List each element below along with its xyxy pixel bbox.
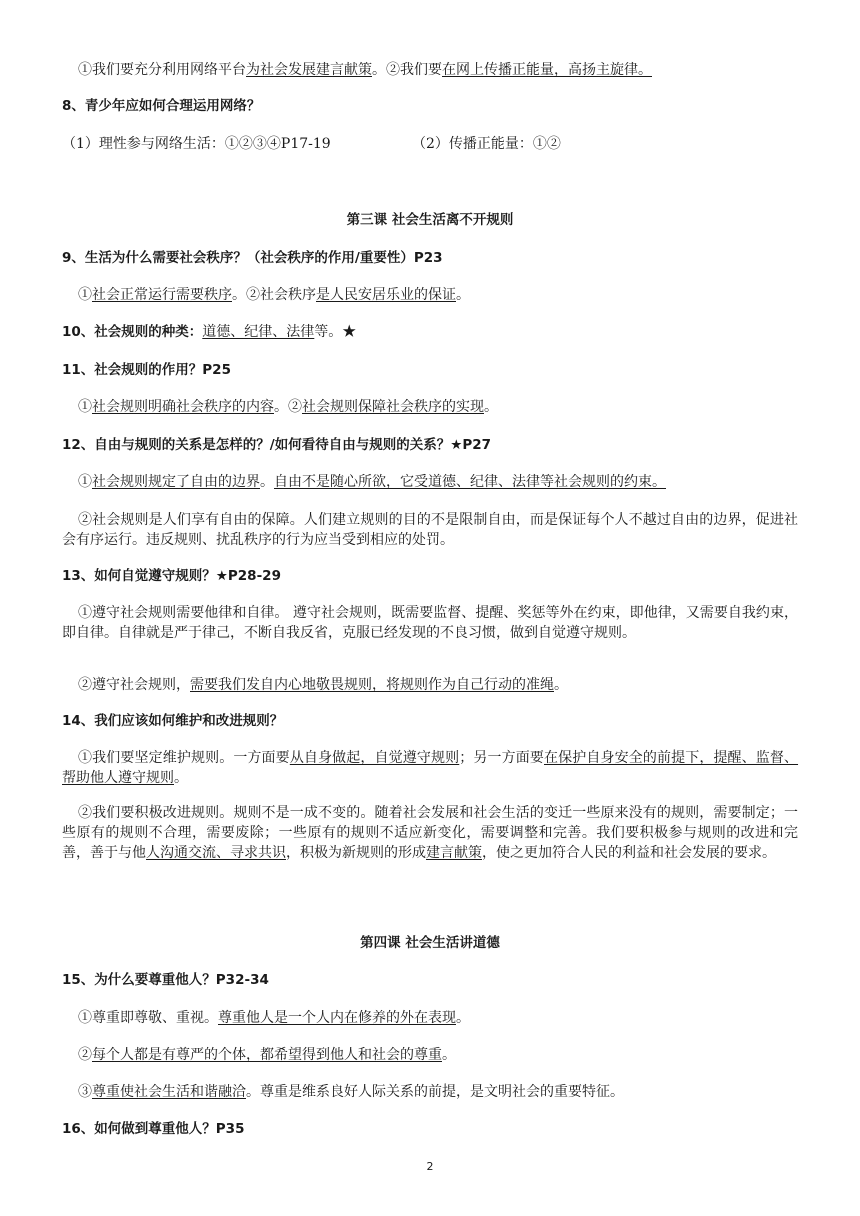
underlined-text: 尊重使社会生活和谐融洽 [92, 1084, 246, 1100]
answer-13-2 [62, 675, 798, 696]
lesson-title: 第三课 社会生活离不开规则 [346, 212, 514, 228]
answer-8-part1: （1）理性参与网络生活：①②③④P17-19 [62, 136, 331, 152]
text: ；另一方面要 [459, 750, 544, 766]
question-16: 16、如何做到尊重他人？P35 [62, 1121, 245, 1137]
text: ①尊重即尊敬、重视。 [78, 1010, 218, 1026]
underlined-text: 自由不是随心所欲，它受道德、纪律、法律等社会规则的约束。 [274, 474, 666, 490]
underlined-text: 需要我们发自内心地敬畏规则，将规则作为自己行动的准绳 [190, 677, 554, 693]
underlined-text: 每个人都是有尊严的个体，都希望得到他人和社会的尊重 [92, 1047, 442, 1063]
text: ，积极为新规则的形成 [286, 845, 426, 861]
text: ②遵守社会规则， [78, 677, 190, 693]
text: 。 [442, 1047, 456, 1063]
question-8: 8、青少年应如何合理运用网络？ [62, 98, 261, 114]
question-13: 13、如何自觉遵守规则？★P28-29 [62, 568, 281, 584]
answer-11 [62, 397, 798, 418]
text: ② [78, 1047, 92, 1063]
underlined-text: 从自身做起，自觉遵守规则 [289, 750, 460, 766]
text: ① [78, 399, 92, 415]
underlined-text: 尊重他人是一个人内在修养的外在表现 [218, 1010, 456, 1026]
text: 。② [274, 399, 302, 415]
text: 。 [554, 677, 568, 693]
question-12: 12、自由与规则的关系是怎样的？/如何看待自由与规则的关系？★P27 [62, 437, 491, 453]
question-9: 9、生活为什么需要社会秩序？（社会秩序的作用/重要性）P23 [62, 250, 443, 266]
answer-9 [62, 285, 798, 306]
underlined-text: 社会规则规定了自由的边界 [92, 474, 260, 490]
text: 。②我们要 [372, 62, 442, 78]
text: 。 [174, 770, 188, 786]
question-15: 15、为什么要尊重他人？P32-34 [62, 972, 269, 988]
question-text: 10、社会规则的种类： [62, 324, 203, 340]
question-11: 11、社会规则的作用？P25 [62, 362, 231, 378]
answer-14-1 [62, 748, 798, 788]
text: 。 [456, 287, 470, 303]
answer-8-part2: （2）传播正能量：①② [412, 136, 561, 152]
answer-15-2 [62, 1045, 798, 1066]
underlined-text: 社会正常运行需要秩序 [92, 287, 232, 303]
underlined-text: 是人民安居乐业的保证 [316, 287, 456, 303]
answer-line [62, 60, 798, 81]
text: ③ [78, 1084, 92, 1100]
question-10 [62, 322, 798, 343]
answer-12-1 [62, 472, 798, 493]
text: ②我们要积极改进规则。规则不是一成不变的。随着社会发展和社会生活的变迁一些原来没有的规则，需要制定；一些原有的规则不合理，需要废除；一些原有的规则不适应新变化，需要调整和完善。我们要积极参与规则的改进和完善，善于与他 [62, 805, 798, 861]
page-number: 2 [426, 1160, 434, 1173]
text: ① [78, 287, 92, 303]
lesson-title: 第四课 社会生活讲道德 [360, 935, 500, 951]
underlined-text: 在网上传播正能量，高扬主旋律。 [442, 62, 652, 78]
question-14: 14、我们应该如何维护和改进规则？ [62, 713, 284, 729]
answer-15-3 [62, 1082, 798, 1103]
underlined-text: 人沟通交流、寻求共识 [146, 845, 286, 861]
answer-8 [62, 134, 798, 155]
text: 。 [484, 399, 498, 415]
text: 。②社会秩序 [232, 287, 316, 303]
answer-14-2 [62, 803, 798, 863]
text: ①我们要坚定维护规则。一方面要 [78, 750, 290, 766]
text: 。尊重是维系良好人际关系的前提，是文明社会的重要特征。 [246, 1084, 624, 1100]
text: 。 [260, 474, 274, 490]
answer-13-1: ①遵守社会规则需要他律和自律。 遵守社会规则，既需要监督、提醒、奖惩等外在约束，即他律，又需要自我约束，即自律。自律就是严于律己，不断自我反省，克服已经发现的不良习惯，做到自觉遵守规则。 [62, 605, 798, 641]
underlined-text: 社会规则明确社会秩序的内容 [92, 399, 274, 415]
underlined-text: 社会规则保障社会秩序的实现 [302, 399, 484, 415]
text: 。 [456, 1010, 470, 1026]
text: 等。★ [314, 324, 357, 340]
text: ① [78, 474, 92, 490]
underlined-text: 道德、纪律、法律 [202, 324, 315, 340]
underlined-text: 在保护自身安全的前提下，提醒、监督、帮助他人遵守规则 [62, 750, 799, 786]
answer-12-2: ②社会规则是人们享有自由的保障。人们建立规则的目的不是限制自由，而是保证每个人不越过自由的边界，促进社会有序运行。违反规则、扰乱秩序的行为应当受到相应的处罚。 [62, 512, 798, 548]
text: ，使之更加符合人民的利益和社会发展的要求。 [482, 845, 776, 861]
underlined-text: 建言献策 [426, 845, 482, 861]
answer-15-1 [62, 1008, 798, 1029]
text: ①我们要充分利用网络平台 [78, 62, 246, 78]
underlined-text: 为社会发展建言献策 [246, 62, 372, 78]
